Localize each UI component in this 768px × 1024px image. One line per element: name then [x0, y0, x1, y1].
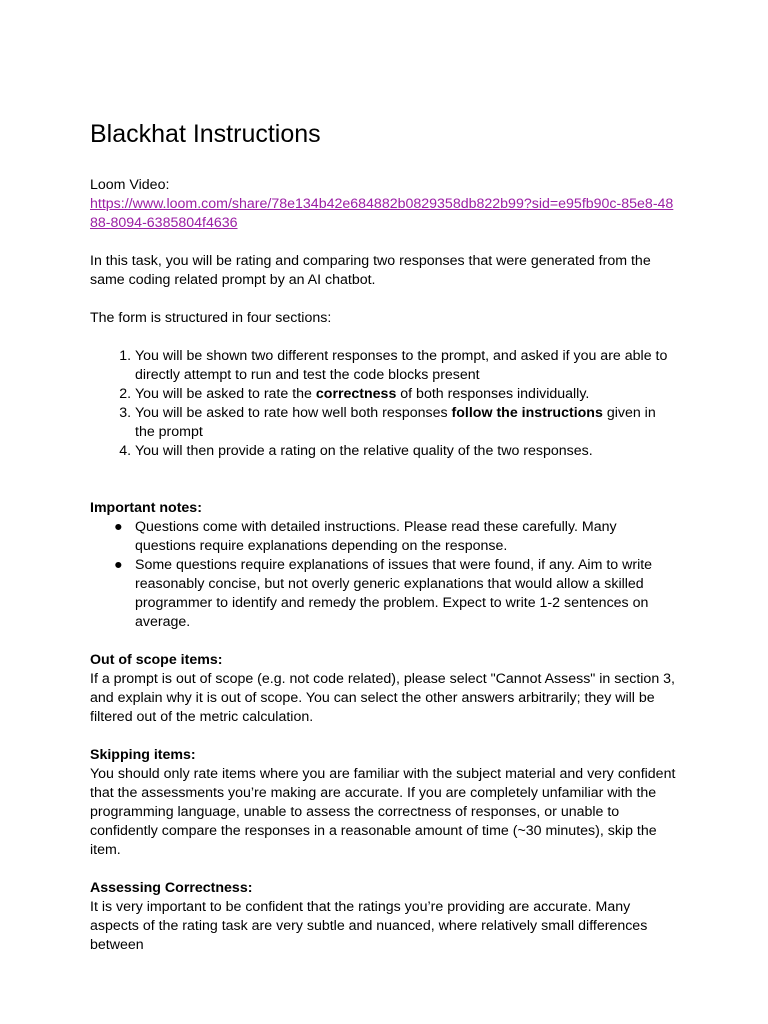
- bullet-icon: ●: [114, 557, 123, 573]
- sections-list: [90, 347, 678, 461]
- list-item: ● Some questions require explanations of issues that were found, if any. Aim to write reasonably concise, but not overly generic explanations that would allow a skilled programmer to identify and remedy the problem. Expect to write 1-2 sentences on average.: [114, 557, 653, 630]
- out-of-scope-text: If a prompt is out of scope (e.g. not code related), please select "Cannot Assess" in section 3, and explain why it is out of scope. You can select the other answers arbitrarily; they will be filtered out of the metric calculation.: [90, 671, 675, 725]
- assessing-correctness-text: It is very important to be confident that the ratings you’re providing are accurate. Many aspects of the rating task are very subtle and nuanced, where relatively small differences between: [90, 899, 648, 953]
- important-notes-heading: Important notes:: [90, 500, 202, 516]
- document-title: Blackhat Instructions: [90, 120, 321, 148]
- loom-label: Loom Video:: [90, 177, 170, 193]
- section-item: 1. You will be shown two different responses to the prompt, and asked if you are able to directly attempt to run and test the code blocks present: [135, 347, 678, 385]
- intro-paragraph: In this task, you will be rating and comparing two responses that were generated from the same coding related prompt by an AI chatbot.: [90, 253, 651, 288]
- document-page: [90, 118, 678, 955]
- form-intro: The form is structured in four sections:: [90, 310, 332, 326]
- list-item: ● Questions come with detailed instructions. Please read these carefully. Many questions require explanations depending on the response.: [114, 519, 617, 554]
- loom-video-link[interactable]: https://www.loom.com/share/78e134b42e684882b0829358db822b99?sid=e95fb90c-85e8-4888-8094-6385804f4636: [90, 196, 674, 231]
- out-of-scope-heading: Out of scope items:: [90, 652, 223, 668]
- important-notes-list: [90, 518, 678, 632]
- bold-term: follow the instructions: [451, 405, 603, 421]
- skipping-items-heading: Skipping items:: [90, 747, 196, 763]
- section-item: 2. You will be asked to rate the correctness of both responses individually.: [135, 385, 678, 404]
- section-item: 3. You will be asked to rate how well both responses follow the instructions given in the prompt: [135, 404, 678, 442]
- bullet-icon: ●: [114, 519, 123, 535]
- skipping-items-text: You should only rate items where you are familiar with the subject material and very confident that the assessments you’re making are accurate. If you are completely unfamiliar with the programming language, unable to assess the correctness of responses, or unable to confidently compare the responses in a reasonable amount of time (~30 minutes), skip the item.: [90, 766, 676, 858]
- assessing-correctness-heading: Assessing Correctness:: [90, 880, 253, 896]
- section-item: 4. You will then provide a rating on the relative quality of the two responses.: [135, 442, 678, 461]
- bold-term: correctness: [315, 386, 397, 402]
